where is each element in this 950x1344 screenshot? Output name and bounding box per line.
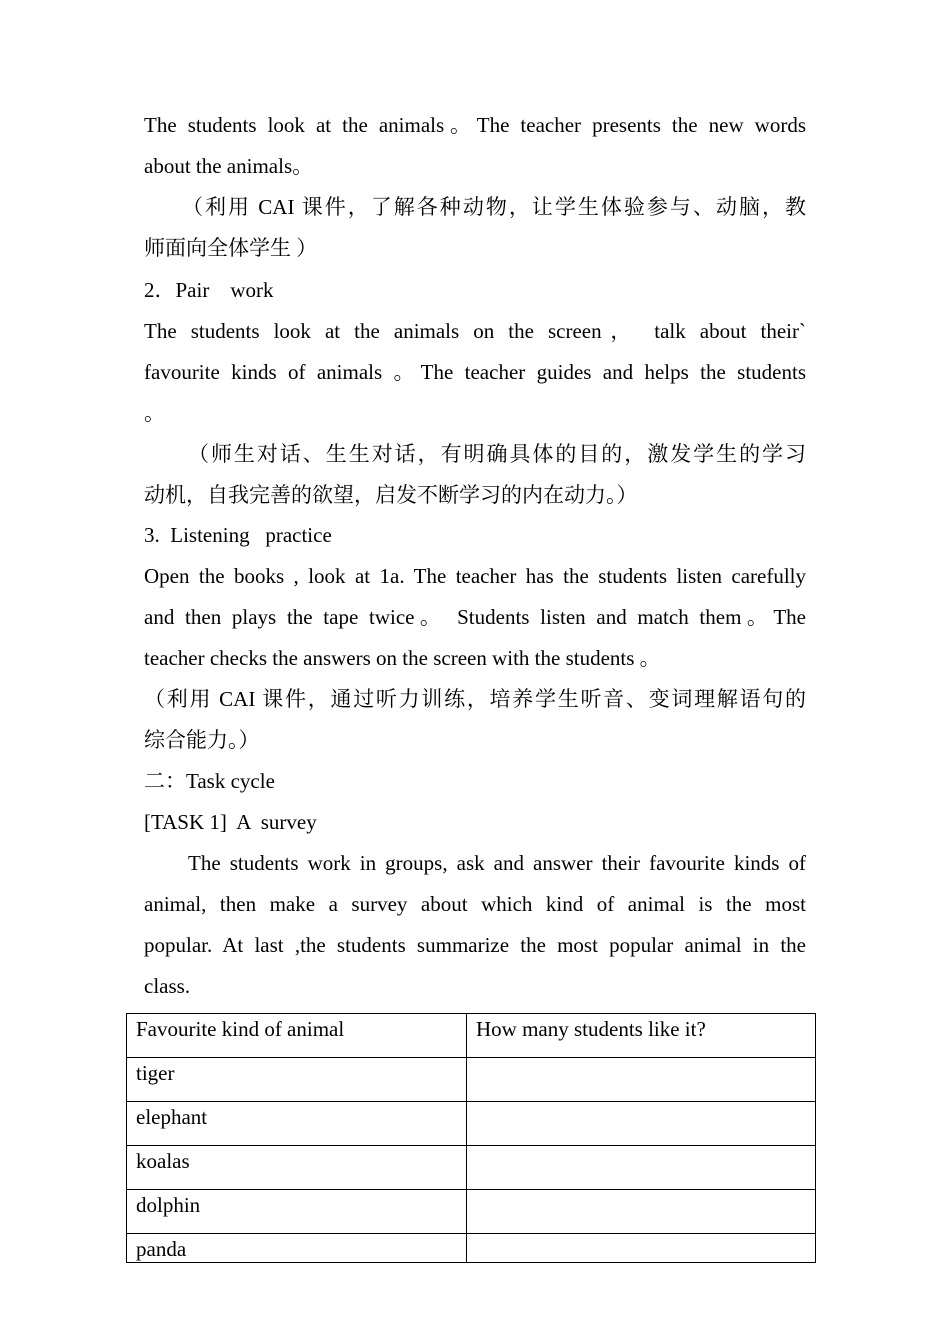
paragraph-line: class. bbox=[144, 974, 191, 998]
table-row bbox=[127, 1234, 816, 1263]
paragraph-line: popular. At last ,the students summarize the most popular animal in the bbox=[144, 933, 806, 957]
paragraph-line: Open the books , look at 1a. The teacher has the students listen carefully bbox=[144, 564, 806, 588]
count-cell bbox=[467, 1190, 816, 1234]
animal-cell: koalas bbox=[127, 1146, 467, 1190]
chinese-note-line: （利用 CAI 课件，通过听力训练，培养学生听音、变词理解语句的 bbox=[144, 687, 806, 711]
animal-cell: dolphin bbox=[127, 1190, 467, 1234]
section-heading-listening: 3. Listening practice bbox=[144, 523, 332, 547]
paragraph-line: about the animals。 bbox=[144, 154, 314, 178]
paragraph-line: favourite kinds of animals 。The teacher guides and helps the students bbox=[144, 360, 806, 384]
animal-cell: tiger bbox=[127, 1058, 467, 1102]
chinese-note-line: （师生对话、生生对话，有明确具体的目的，激发学生的学习 bbox=[188, 442, 806, 466]
table-header-row bbox=[127, 1014, 816, 1058]
table-row bbox=[127, 1190, 816, 1234]
paragraph-line: teacher checks the answers on the screen with the students 。 bbox=[144, 646, 661, 670]
paragraph-line: 。 bbox=[144, 401, 165, 425]
section-heading-pair-work: 2．Pair work bbox=[144, 278, 274, 302]
survey-table bbox=[126, 1013, 816, 1263]
table-row bbox=[127, 1102, 816, 1146]
chinese-note-line: 综合能力。） bbox=[144, 728, 260, 752]
table-row bbox=[127, 1146, 816, 1190]
chinese-note-line: 师面向全体学生 ） bbox=[144, 236, 318, 260]
table-header-cell: Favourite kind of animal bbox=[127, 1014, 467, 1058]
animal-cell: elephant bbox=[127, 1102, 467, 1146]
paragraph-line: animal, then make a survey about which kind of animal is the most bbox=[144, 892, 806, 916]
count-cell bbox=[467, 1146, 816, 1190]
paragraph-line: and then plays the tape twice。 Students listen and match them。The bbox=[144, 605, 806, 629]
count-cell bbox=[467, 1102, 816, 1146]
section-heading-task1: [TASK 1] A survey bbox=[144, 810, 317, 834]
chinese-note-line: （利用 CAI 课件，了解各种动物，让学生体验参与、动脑，教 bbox=[182, 195, 806, 219]
section-heading-task-cycle: 二：Task cycle bbox=[144, 769, 275, 793]
paragraph-line: The students look at the animals on the screen， talk about their` bbox=[144, 319, 806, 343]
count-cell bbox=[467, 1234, 816, 1263]
animal-cell: panda bbox=[127, 1234, 467, 1263]
paragraph-line: The students work in groups, ask and answer their favourite kinds of bbox=[188, 851, 806, 875]
paragraph-line: The students look at the animals。The teacher presents the new words bbox=[144, 113, 806, 137]
count-cell bbox=[467, 1058, 816, 1102]
table-row bbox=[127, 1058, 816, 1102]
chinese-note-line: 动机，自我完善的欲望，启发不断学习的内在动力。） bbox=[144, 483, 638, 507]
table-header-cell: How many students like it? bbox=[467, 1014, 816, 1058]
